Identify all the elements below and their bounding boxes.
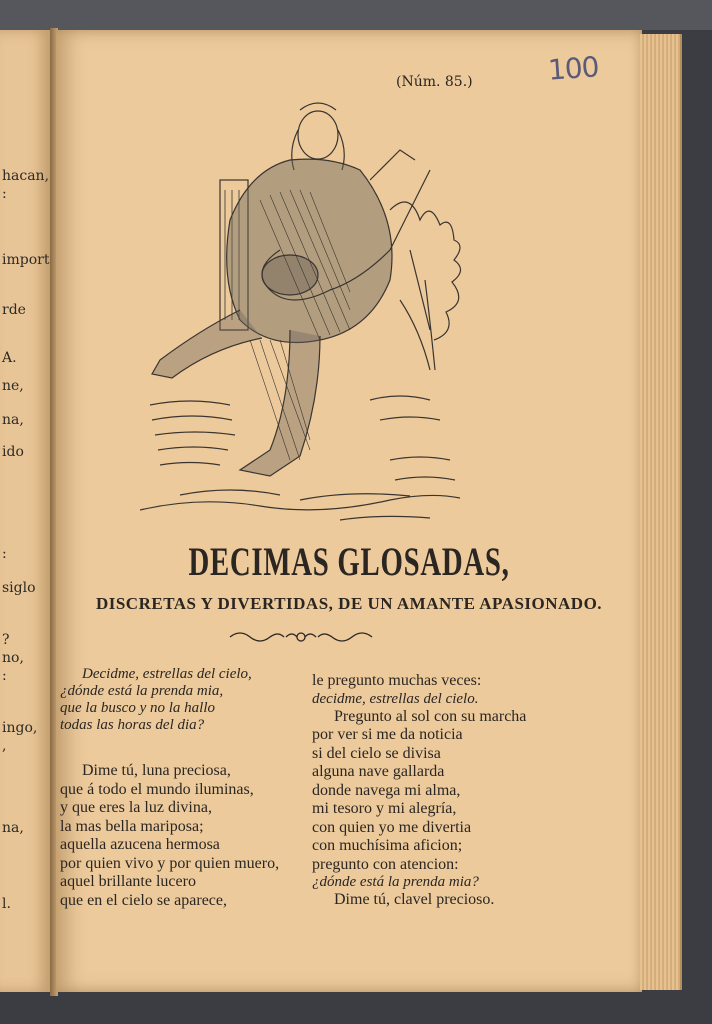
page-number: (Núm. 85.) bbox=[396, 74, 473, 90]
facing-page-fragment: import bbox=[2, 252, 50, 268]
verse-line: Pregunto al sol con su marcha bbox=[334, 707, 527, 725]
verse-line: alguna nave gallarda bbox=[312, 763, 445, 780]
woodcut-illustration bbox=[140, 100, 470, 535]
facing-page-fragment: no, bbox=[2, 650, 24, 666]
page-edges bbox=[640, 34, 682, 990]
verse-line: ¿dónde está la prenda mia, bbox=[60, 683, 224, 699]
facing-page-fragment: ne, bbox=[2, 378, 24, 394]
facing-page-fragment: na, bbox=[2, 412, 24, 428]
verse-line: Decidme, estrellas del cielo, bbox=[82, 666, 252, 682]
scan-background bbox=[0, 0, 712, 30]
verse-line: si del cielo se divisa bbox=[312, 744, 441, 762]
verse-line: que á todo el mundo iluminas, bbox=[60, 780, 254, 798]
facing-page-fragment: l. bbox=[2, 896, 11, 912]
verse-line: que en el cielo se aparece, bbox=[60, 891, 228, 909]
verse-line: y que eres la luz divina, bbox=[60, 799, 212, 816]
verse-line: que la busco y no la hallo bbox=[60, 700, 215, 716]
facing-page-fragment: ido bbox=[2, 444, 24, 460]
verse-line: con muchísima aficion; bbox=[312, 837, 463, 854]
verse-line: por quien vivo y por quien muero, bbox=[60, 854, 280, 872]
verse-line: por ver si me da noticia bbox=[312, 726, 463, 743]
right-column bbox=[312, 672, 562, 910]
verse-line: le pregunto muchas veces: bbox=[312, 672, 482, 689]
facing-page-fragment: siglo bbox=[2, 580, 36, 596]
facing-page-fragment: , bbox=[2, 738, 7, 754]
ornament-divider bbox=[228, 630, 374, 644]
verse-refrain: decidme, estrellas del cielo. bbox=[312, 690, 479, 707]
stanza-one bbox=[60, 762, 310, 910]
facing-page-fragment: : bbox=[2, 668, 7, 684]
verse-line: la mas bella mariposa; bbox=[60, 817, 204, 835]
facing-page-fragment: rde bbox=[2, 302, 26, 318]
verse-line: Dime tú, luna preciosa, bbox=[82, 762, 231, 779]
verse-line: todas las horas del dia? bbox=[60, 717, 205, 733]
verse-line: Dime tú, clavel precioso. bbox=[334, 891, 495, 908]
quatrain-estribillo bbox=[60, 666, 310, 734]
handwritten-folio-number: 100 bbox=[546, 50, 600, 87]
verse-line: pregunto con atencion: bbox=[312, 855, 459, 873]
facing-page-fragment: : bbox=[2, 186, 7, 202]
poem-subtitle: DISCRETAS Y DIVERTIDAS, DE UN AMANTE APASIONADO. bbox=[95, 594, 603, 613]
verse-line: donde navega mi alma, bbox=[312, 781, 461, 799]
left-column bbox=[60, 666, 310, 910]
facing-page-fragment: : bbox=[2, 546, 7, 562]
verse-line: aquel brillante lucero bbox=[60, 873, 196, 890]
facing-page-fragment: ? bbox=[2, 632, 10, 648]
facing-page-fragment: ingo, bbox=[2, 720, 38, 736]
verse-line: mi tesoro y mi alegría, bbox=[312, 800, 457, 817]
facing-page-fragment: A. bbox=[2, 350, 17, 366]
verse-refrain: ¿dónde está la prenda mia? bbox=[312, 874, 479, 890]
facing-page-fragment: hacan, bbox=[2, 168, 50, 184]
facing-page-fragment: na, bbox=[2, 820, 24, 836]
facing-page-left bbox=[0, 30, 54, 992]
poem-title: DECIMAS GLOSADAS, bbox=[188, 539, 510, 584]
verse-line: con quien yo me divertia bbox=[312, 818, 472, 836]
verse-line: aquella azucena hermosa bbox=[60, 836, 220, 853]
